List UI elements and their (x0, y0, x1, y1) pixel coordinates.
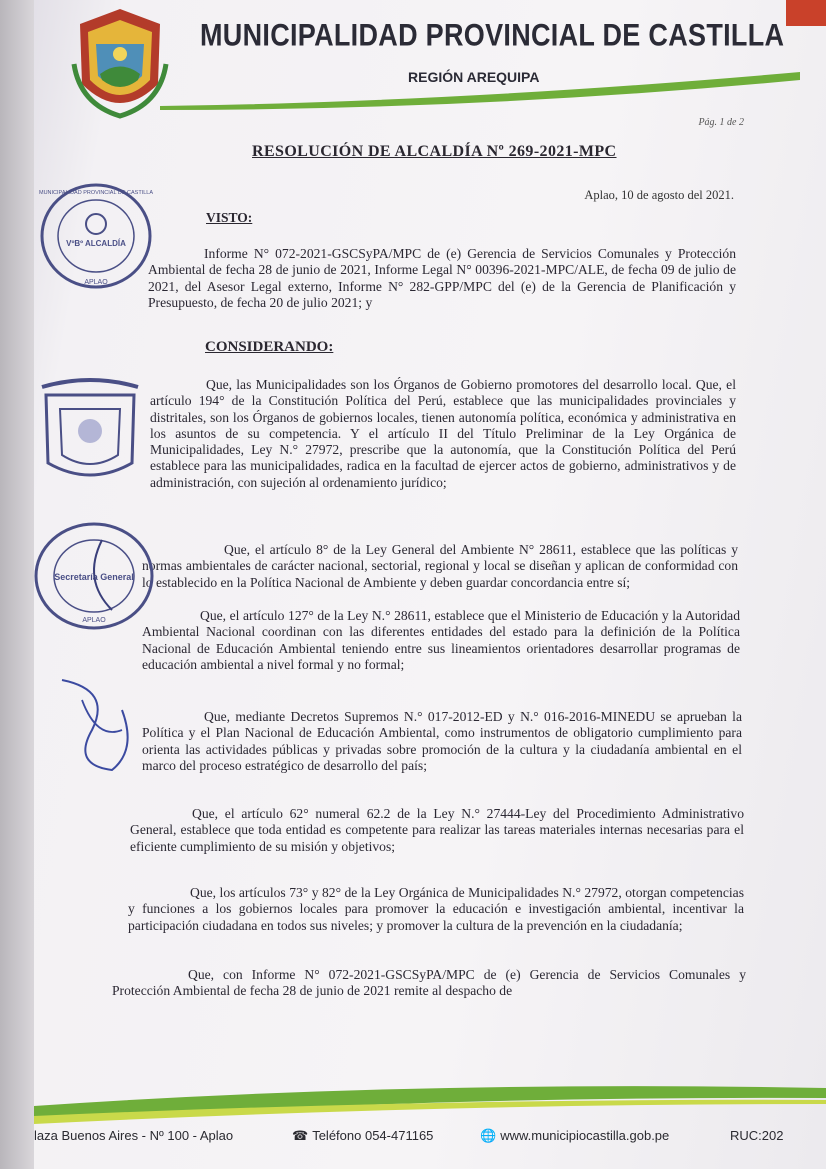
page-shadow (0, 0, 34, 1169)
globe-icon: 🌐 (480, 1128, 497, 1143)
region-subtitle: REGIÓN AREQUIPA (408, 69, 540, 85)
footer-ruc: RUC:202 (730, 1128, 784, 1143)
paragraph-4: Que, mediante Decretos Supremos N.° 017-2012-ED y N.° 016-2016-MINEDU se aprueban la Política y el Plan Nacional de Educación Ambiental, como instrumentos de obligatorio cumplimiento para orienta las actividades públicas y privadas sobre promoción de la cultura y la ciudadanía ambiental en el marco del proceso estratégico de desarrollo del país; (142, 709, 742, 773)
document-date: Aplao, 10 de agosto del 2021. (584, 188, 734, 202)
municipality-title: MUNICIPALIDAD PROVINCIAL DE CASTILLA (200, 17, 785, 53)
resolution-title: RESOLUCIÓN DE ALCALDÍA Nº 269-2021-MPC (252, 143, 617, 160)
coat-of-arms-logo (70, 4, 170, 124)
paragraph-5: Que, el artículo 62° numeral 62.2 de la Ley N.° 27444-Ley del Procedimiento Administrativo General, establece que toda entidad es competente para realizar las tareas materiales internas necesarias para el eficiente cumplimiento de su misión y objetivos; (130, 806, 744, 854)
visto-paragraph: Informe N° 072-2021-GSCSyPA/MPC de (e) Gerencia de Servicios Comunales y Protección Ambiental de fecha 28 de junio de 2021, Informe Legal N° 00396-2021-MPC/ALE, de fecha 09 de julio de 2021, del Asesor Legal externo, Informe N° 282-GPP/MPC del (e) de la Gerencia de Planificación y Presupuesto, de fecha 20 de julio 2021; y (148, 246, 736, 310)
footer-website: 🌐 www.municipiocastilla.gob.pe (480, 1128, 670, 1143)
handwritten-signature (52, 670, 142, 780)
footer-contact (34, 1128, 826, 1150)
visto-heading: VISTO: (206, 210, 253, 225)
emblem-stamp (38, 375, 142, 491)
mayor-seal-stamp (38, 180, 154, 292)
seal1-bottom-text: APLAO (84, 279, 108, 286)
seal1-center-text: VºBº ALCALDÍA (66, 239, 126, 248)
paragraph-6: Que, los artículos 73° y 82° de la Ley Orgánica de Municipalidades N.° 27972, otorgan competencias y funciones a los gobiernos locales para promover la educación e investigación ambiental, incentivar la participación ciudadana en todos sus niveles; y promover la cultura de la prevención en la ciudadanía; (128, 885, 744, 933)
footer-phone: ☎ Teléfono 054-471165 (292, 1128, 434, 1143)
considerando-heading: CONSIDERANDO: (205, 339, 334, 355)
secretary-seal-stamp (32, 520, 156, 632)
seal3-center-text: Secretaría General (54, 572, 134, 582)
page-number: Pág. 1 de 2 (698, 117, 744, 128)
paragraph-7: Que, con Informe N° 072-2021-GSCSyPA/MPC de (e) Gerencia de Servicios Comunales y Protección Ambiental de fecha 28 de junio de 2021 remite al despacho de (112, 967, 746, 999)
seal1-top-text: MUNICIPALIDAD PROVINCIAL DE CASTILLA (39, 190, 153, 196)
footer-address: laza Buenos Aires - Nº 100 - Aplao (34, 1128, 234, 1143)
seal3-bottom-text: APLAO (82, 617, 106, 624)
paragraph-2: Que, el artículo 8° de la Ley General del Ambiente N° 28611, establece que las políticas y normas ambientales de carácter nacional, sectorial, regional y local se diseñan y aplican de conformidad con lo establecido en la Política Nacional de Ambiente y deben guardar concordancia entre sí; (142, 542, 738, 590)
paragraph-3: Que, el artículo 127° de la Ley N.° 28611, establece que el Ministerio de Educación y la Autoridad Ambiental Nacional coordinan con las diferentes entidades del estado para la definición de la Política Nacional de Educación Ambiental teniendo entre sus lineamientos orientadores desarrollar programas de educación ambiental a nivel formal y no formal; (142, 608, 740, 672)
phone-icon: ☎ (292, 1128, 309, 1143)
footer-green-band (34, 1076, 826, 1126)
paragraph-1: Que, las Municipalidades son los Órganos de Gobierno promotores del desarrollo local. Que, el artículo 194° de la Constitución Política del Perú, establece que las municipalidades provinciales y distritales, son los Órganos de gobiernos locales, tienen autonomía política, económica y administrativa en los asuntos de su competencia. Y el artículo II del Título Preliminar de la Ley Orgánica de Municipalidades, Ley N.° 27972, prescribe que la autonomía, que la Constitución Política del Perú establece para las municipalidades, radica en la facultad de ejercer actos de gobierno, administrativos y de administración, con sujeción al ordenamiento jurídico; (150, 377, 736, 490)
corner-tab (786, 0, 826, 26)
